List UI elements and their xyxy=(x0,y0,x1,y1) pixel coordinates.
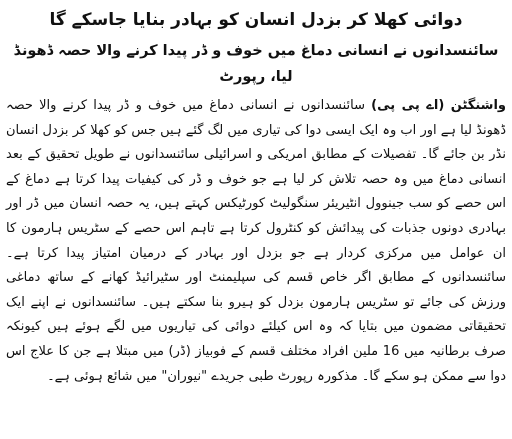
article-body xyxy=(6,94,506,389)
article-body-text: سائنسدانوں نے انسانی دماغ میں خوف و ڈر پیدا کرنے والا حصہ ڈھونڈ لیا ہے اور اب وہ ایک ایسی دوا کی تیاری میں لگ گئے ہیں جس کو کھلا کر بزدل انسان نڈر بن جائے گا۔ تفصیلات کے مطابق امریکی و اسرائیلی سائنسدانوں نے طویل تحقیق کے بعد انسانی دماغ میں وہ حصہ تلاش کر لیا ہے جو خوف و ڈر کی کیفیات پیدا کرتا ہے دماغ کے اس حصے کو سب جینوول انٹیریئر سنگولیٹ کورٹیکس کہتے ہیں، یہ حصہ انسان میں ڈر اور بہادری دونوں جذبات کی پیدائش کو کنٹرول کرتا ہے تاہم اس حصے کے سٹریس ہارمون کا ان عوامل میں مرکزی کردار ہے جو بزدل اور بہادر کے درمیان امتیاز پیدا کرتا ہے۔ سائنسدانوں کے مطابق اگر خاص قسم کی سپلیمنٹ اور سٹیرائیڈ کھانے کے ساتھ دماغی ورزش کی جائے تو سٹریس ہارمون بزدل کو ہیرو بنا سکتے ہیں۔ سائنسدانوں نے اپنے ایک تحقیقاتی مضمون میں بتایا کہ وہ اس کیلئے دوائی کی تیاریوں میں لگے ہوئے ہیں کیونکہ صرف برطانیہ میں 16 ملین افراد مختلف قسم کے فوبیاز (ڈر) میں مبتلا ہے جن کا علاج اس دوا سے ممکن ہو سکے گا۔ مذکورہ رپورٹ طبی جریدے "نیوران" میں شائع ہوئی ہے۔ xyxy=(6,98,507,384)
article-dateline: واشنگٹن (اے پی پی) xyxy=(371,98,506,113)
article-subheadline: سائنسدانوں نے انسانی دماغ میں خوف و ڈر پیدا کرنے والا حصہ ڈھونڈ لیا، رپورٹ xyxy=(13,43,499,85)
article-headline: دوائی کھلا کر بزدل انسان کو بہادر بنایا جاسکے گا xyxy=(49,10,463,30)
